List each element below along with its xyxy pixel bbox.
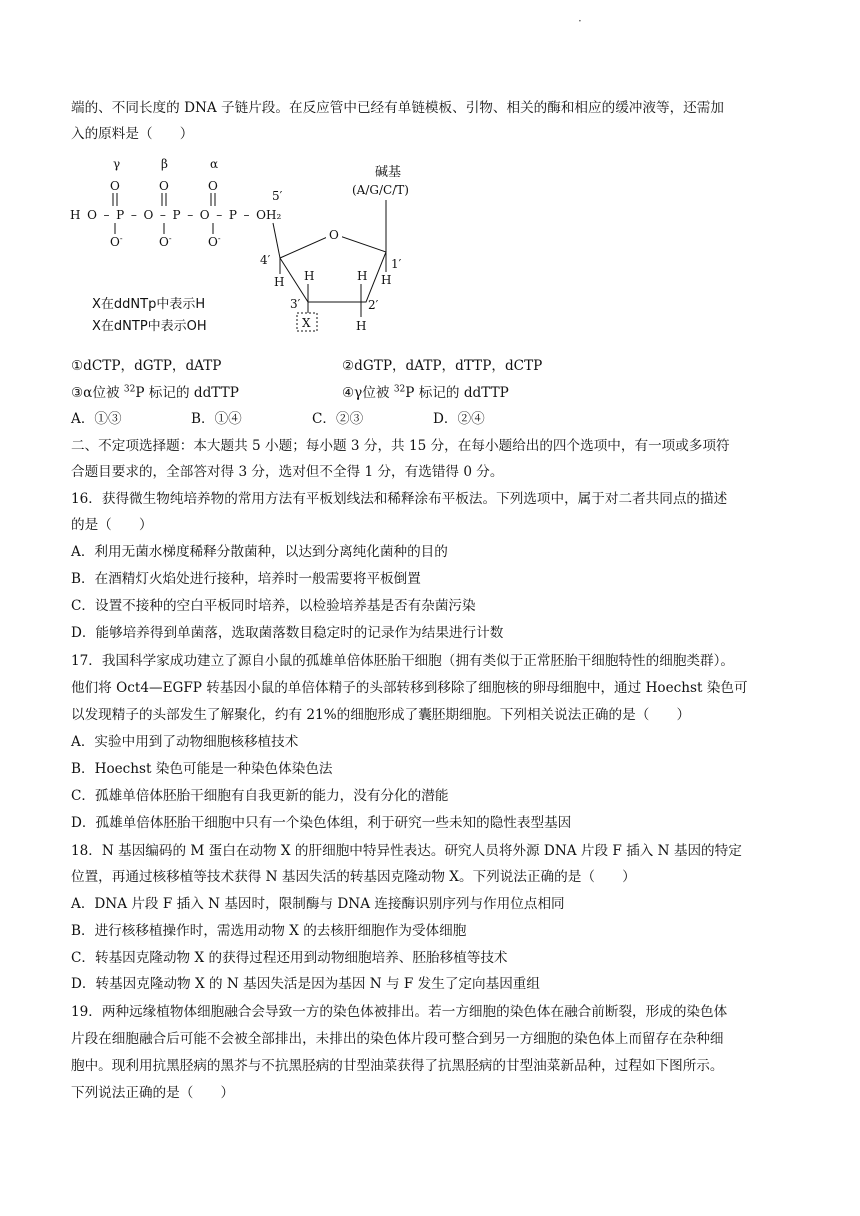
header-dot: · [578, 14, 582, 28]
x-label: X [302, 316, 311, 330]
q19-stem-line-2: 片段在细胞融合后可能不会被全部排出，未排出的染色体片段可整合到另一方细胞的染色体上而留存在杂种细 [71, 1031, 724, 1047]
q17-stem-line-3: 以发现精子的头部发生了解聚化，约有 21%的细胞形成了囊胚期细胞。下列相关说法正确的是（ ） [71, 707, 691, 723]
q15-intro-line-2: 入的原料是（ ） [71, 126, 194, 142]
oxygen-bottom-beta: O- [159, 234, 172, 249]
base-label: 碱基 [375, 165, 402, 180]
nucleotide-structure-figure [68, 150, 448, 345]
base-options: (A/G/C/T) [352, 183, 409, 197]
oxygen-bottom-gamma: O- [110, 234, 123, 249]
q18-stem-line-2: 位置，再通过核移植等技术获得 N 基因失活的转基因克隆动物 X。下列说法正确的是（ ） [71, 869, 636, 885]
q17-option-a: A．实验中用到了动物细胞核移植技术 [71, 734, 299, 750]
section2-heading-line-1: 二、不定项选择题：本大题共 5 小题；每小题 3 分，共 15 分，在每小题给出的四个选项中，有一项或多项符 [71, 438, 730, 454]
alpha-label: α [210, 157, 219, 171]
oxygen-top-alpha: O [208, 179, 218, 193]
h-3prime-up: H [304, 269, 315, 283]
h-2prime-up: H [357, 269, 368, 283]
beta-label: β [161, 157, 168, 171]
choice-1: ①dCTP，dGTP，dATP [71, 358, 222, 374]
q18-option-a: A．DNA 片段 F 插入 N 基因时，限制酶与 DNA 连接酶识别序列与作用位点相同 [71, 896, 565, 912]
note-dntp: X在dNTP中表示OH [92, 319, 207, 334]
ring-oxygen: O [329, 228, 339, 242]
oxygen-top-gamma: O [110, 179, 120, 193]
gamma-label: γ [113, 157, 121, 171]
ch2-group: H₂ [266, 208, 282, 222]
five-prime-label: 5′ [272, 189, 283, 203]
answer-d: D．②④ [433, 411, 485, 427]
q17-stem-line-2: 他们将 Oct4—EGFP 转基因小鼠的单倍体精子的头部转移到移除了细胞核的卵母细胞中，通过 Hoechst 染色可 [71, 680, 748, 696]
q19-stem-line-4: 下列说法正确的是（ ） [71, 1085, 235, 1101]
answer-a: A．①③ [71, 411, 122, 427]
four-prime-label: 4′ [260, 253, 271, 267]
q19-stem-line-1: 19．两种远缘植物体细胞融合会导致一方的染色体被排出。若一方细胞的染色体在融合前断裂，形成的染色体 [71, 1004, 728, 1020]
section2-heading-line-2: 合题目要求的，全部答对得 3 分，选对但不全得 1 分，有选错得 0 分。 [71, 464, 504, 480]
q16-stem-line-2: 的是（ ） [71, 517, 153, 533]
q17-option-d: D．孤雄单倍体胚胎干细胞中只有一个染色体组，利于研究一些未知的隐性表型基因 [71, 815, 572, 831]
q16-option-b: B．在酒精灯火焰处进行接种，培养时一般需要将平板倒置 [71, 571, 421, 587]
answer-b: B．①④ [191, 411, 242, 427]
choice-3: ③α位被 $^{32}$P 标记的 ddTTP [71, 384, 239, 401]
q16-option-d: D．能够培养得到单菌落，选取菌落数目稳定时的记录作为结果进行计数 [71, 625, 504, 641]
q16-stem-line-1: 16．获得微生物纯培养物的常用方法有平板划线法和稀释涂布平板法。下列选项中，属于对二者共同点的描述 [71, 491, 728, 507]
phosphate-chain: HO–P–O–P–O–P–O [70, 208, 266, 222]
q17-stem-line-1: 17．我国科学家成功建立了源自小鼠的孤雄单倍体胚胎干细胞（拥有类似于正常胚胎干细胞特性的细胞类群）。 [71, 653, 734, 669]
one-prime-label: 1′ [391, 257, 402, 271]
choice-2: ②dGTP，dATP，dTTP，dCTP [342, 358, 543, 374]
two-prime-label: 2′ [368, 298, 379, 312]
choice-4: ④γ位被 $^{32}$P 标记的 ddTTP [342, 384, 509, 401]
answer-c: C．②③ [312, 411, 364, 427]
q17-option-b: B．Hoechst 染色可能是一种染色体染色法 [71, 761, 333, 777]
q18-option-d: D．转基因克隆动物 X 的 N 基因失活是因为基因 N 与 F 发生了定向基因重组 [71, 976, 540, 992]
q15-intro-line-1: 端的、不同长度的 DNA 子链片段。在反应管中已经有单链模板、引物、相关的酶和相应的缓冲液等，还需加 [71, 100, 724, 116]
h-4prime: H [274, 275, 285, 289]
note-ddntp: X在ddNTp中表示H [92, 297, 206, 312]
q16-option-c: C．设置不接种的空白平板同时培养，以检验培养基是否有杂菌污染 [71, 598, 476, 614]
oxygen-bottom-alpha: O- [208, 234, 221, 249]
three-prime-label: 3′ [290, 297, 301, 311]
h-1prime: H [381, 273, 392, 287]
q19-stem-line-3: 胞中。现利用抗黑胫病的黑芥与不抗黑胫病的甘型油菜获得了抗黑胫病的甘型油菜新品种，过程如下图所示。 [71, 1058, 724, 1074]
q17-option-c: C．孤雄单倍体胚胎干细胞有自我更新的能力，没有分化的潜能 [71, 788, 449, 804]
oxygen-top-beta: O [159, 179, 169, 193]
q18-option-b: B．进行核移植操作时，需选用动物 X 的去核肝细胞作为受体细胞 [71, 923, 467, 939]
q16-option-a: A．利用无菌水梯度稀释分散菌种，以达到分离纯化菌种的目的 [71, 544, 448, 560]
q18-stem-line-1: 18．N 基因编码的 M 蛋白在动物 X 的肝细胞中特异性表达。研究人员将外源 DNA 片段 F 插入 N 基因的特定 [71, 843, 742, 859]
q18-option-c: C．转基因克隆动物 X 的获得过程还用到动物细胞培养、胚胎移植等技术 [71, 950, 508, 966]
h-2prime-down: H [356, 319, 367, 333]
